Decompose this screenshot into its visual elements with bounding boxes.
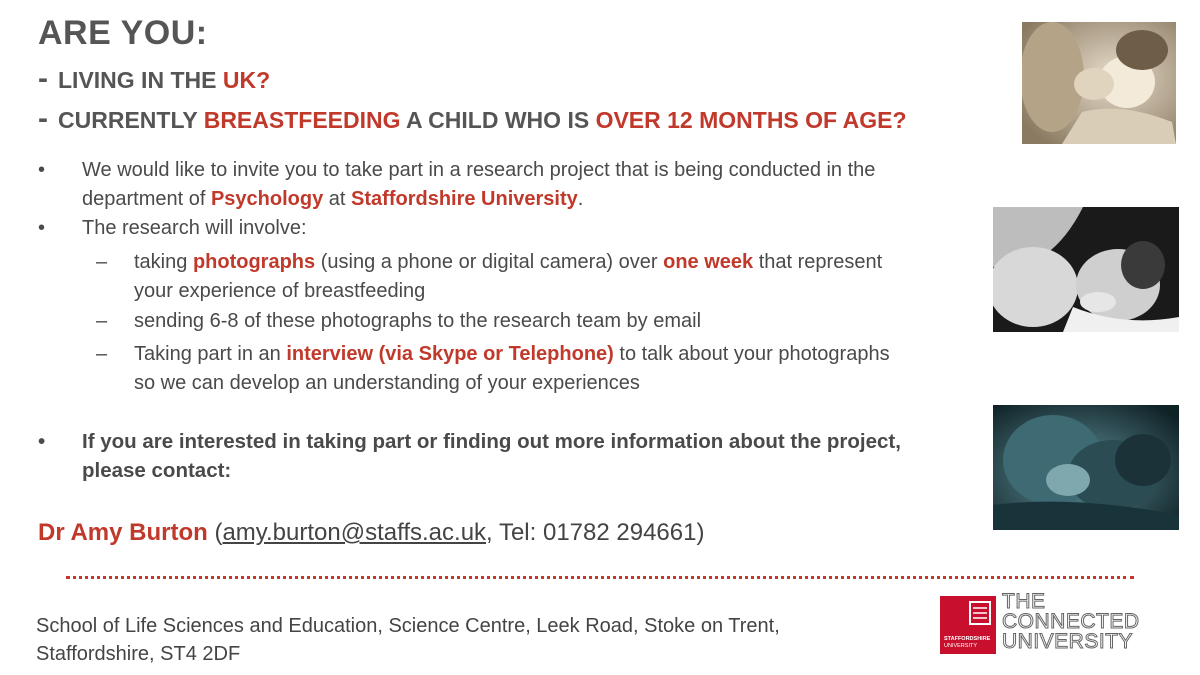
logo-tagline: THE CONNECTED UNIVERSITY: [1002, 590, 1140, 653]
svg-text:UNIVERSITY: UNIVERSITY: [944, 643, 978, 649]
sub-marker: –: [96, 343, 108, 365]
university-logo: [940, 596, 996, 654]
bullet-marker: •: [38, 159, 46, 181]
sub-marker: –: [96, 251, 108, 273]
sub-interview: – Taking part in an interview (via Skype or Telephone) to talk about your photographs so we can develop an understanding of your experiences: [96, 340, 916, 398]
university-crest-icon: [940, 596, 996, 654]
question-breastfeeding: - CURRENTLY BREASTFEEDING A CHILD WHO IS OVER 12 MONTHS OF AGE?: [38, 102, 907, 135]
contact-line: Dr Amy Burton (amy.burton@staffs.ac.uk, Tel: 01782 294661): [38, 519, 705, 546]
bullet-marker: •: [38, 430, 46, 453]
contact-email-link[interactable]: amy.burton@staffs.ac.uk: [222, 519, 487, 546]
sub-sending: – sending 6-8 of these photographs to the research team by email: [96, 307, 916, 336]
contact-name: Dr Amy Burton: [38, 519, 208, 546]
bullet-involve: • The research will involve:: [38, 214, 958, 243]
bullet-invite: • We would like to invite you to take part in a research project that is being conducted in the department of Psychology at Staffordshire University.: [38, 156, 958, 214]
sub-photographs: – taking photographs (using a phone or digital camera) over one week that represent your experience of breastfeeding: [96, 248, 916, 306]
svg-text:STAFFORDSHIRE: STAFFORDSHIRE: [944, 636, 991, 642]
bullet-contact: • If you are interested in taking part or finding out more information about the project, please contact:: [38, 427, 968, 485]
page-title: ARE YOU:: [38, 14, 208, 52]
photo-breastfeeding-blue: [993, 405, 1179, 530]
bullet-marker: •: [38, 217, 46, 239]
question-uk: - LIVING IN THE UK?: [38, 62, 271, 95]
dotted-divider: [66, 576, 1134, 579]
sub-marker: –: [96, 310, 108, 332]
address: School of Life Sciences and Education, Science Centre, Leek Road, Stoke on Trent, Staffordshire, ST4 2DF: [36, 615, 780, 665]
photo-breastfeeding-bw: [993, 207, 1179, 332]
photo-breastfeeding-sepia: [1022, 22, 1176, 144]
